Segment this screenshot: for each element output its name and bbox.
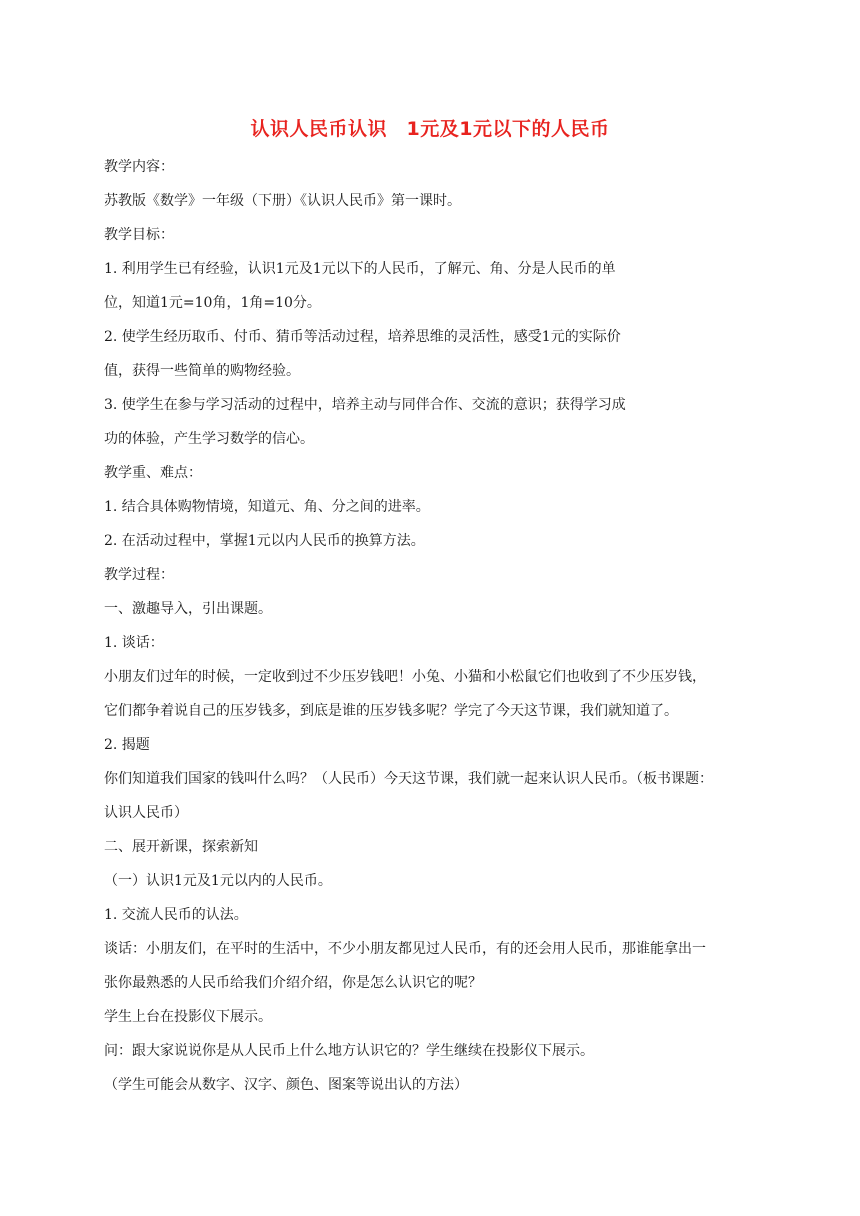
document-line: 教学内容：: [104, 159, 174, 175]
document-line: 2. 揭题: [104, 737, 150, 753]
document-line: 1. 谈话：: [104, 635, 164, 651]
document-line: 1. 结合具体购物情境，知道元、角、分之间的进率。: [104, 499, 430, 515]
document-line: （学生可能会从数字、汉字、颜色、图案等说出认的方法）: [104, 1077, 468, 1093]
document-line: 问：跟大家说说你是从人民币上什么地方认识它的？学生继续在投影仪下展示。: [104, 1043, 594, 1059]
document-body: [104, 150, 764, 1102]
document-line: 教学过程：: [104, 567, 174, 583]
document-line: 张你最熟悉的人民币给我们介绍介绍，你是怎么认识它的呢？: [104, 975, 482, 991]
document-line: 认识人民币）: [104, 805, 188, 821]
document-line: 教学重、难点：: [104, 465, 202, 481]
document-line: 小朋友们过年的时候，一定收到过不少压岁钱吧！小兔、小猫和小松鼠它们也收到了不少压岁钱，: [104, 669, 706, 685]
document-line: 值，获得一些简单的购物经验。: [104, 363, 300, 379]
document-line: 位，知道1元=10角，1角=10分。: [104, 295, 321, 311]
document-line: 谈话：小朋友们，在平时的生活中，不少小朋友都见过人民币，有的还会用人民币，那谁能拿出一: [104, 941, 706, 957]
document-line: 一、激趣导入，引出课题。: [104, 601, 272, 617]
document-line: （一）认识1元及1元以内的人民币。: [104, 873, 332, 889]
document-line: 1. 交流人民币的认法。: [104, 907, 248, 923]
document-line: 1. 利用学生已有经验，认识1元及1元以下的人民币，了解元、角、分是人民币的单: [104, 261, 616, 277]
document-line: 2. 在活动过程中，掌握1元以内人民币的换算方法。: [104, 533, 425, 549]
document-line: 苏教版《数学》一年级（下册）《认识人民币》第一课时。: [104, 193, 461, 209]
document-line: 2. 使学生经历取币、付币、猜币等活动过程，培养思维的灵活性，感受1元的实际价: [104, 329, 621, 345]
document-title: 认识人民币认识 1元及1元以下的人民币: [250, 118, 610, 140]
document-line: 二、展开新课，探索新知: [104, 839, 258, 855]
document-line: 3. 使学生在参与学习活动的过程中，培养主动与同伴合作、交流的意识；获得学习成: [104, 397, 626, 413]
document-line: 它们都争着说自己的压岁钱多，到底是谁的压岁钱多呢？学完了今天这节课，我们就知道了。: [104, 703, 678, 719]
document-line: 你们知道我们国家的钱叫什么吗？（人民币）今天这节课，我们就一起来认识人民币。（板书课题：: [104, 771, 713, 787]
document-line: 功的体验，产生学习数学的信心。: [104, 431, 314, 447]
document-line: 教学目标：: [104, 227, 174, 243]
document-line: 学生上台在投影仪下展示。: [104, 1009, 272, 1025]
